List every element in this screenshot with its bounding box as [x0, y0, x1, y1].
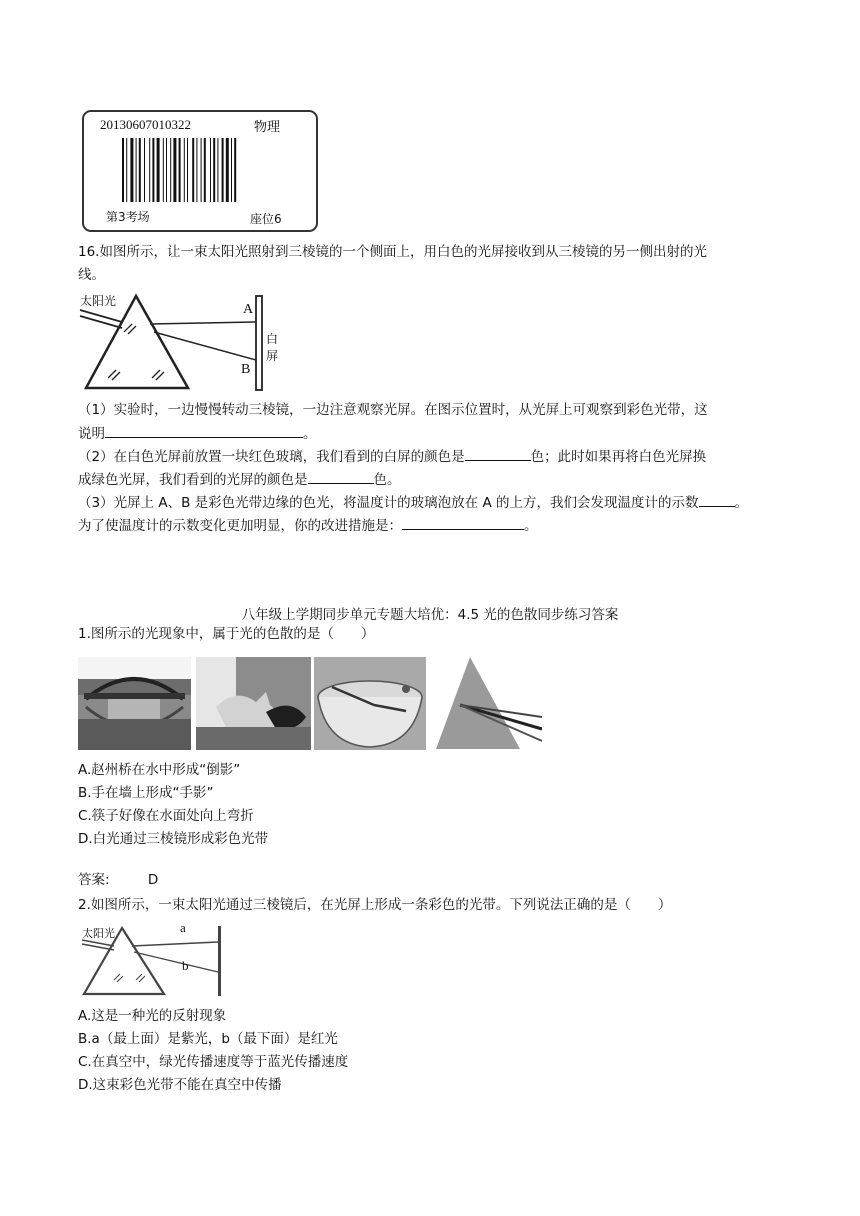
- q16-part3-suffix2: 。: [524, 518, 538, 534]
- q1-option-b: B.手在墙上形成“手影”: [78, 785, 214, 801]
- q16-point-a: A: [243, 302, 254, 317]
- q2-sun-label: 太阳光: [82, 927, 115, 940]
- barcode: [122, 138, 278, 202]
- q1-photo-chopsticks-bowl: [314, 657, 426, 750]
- q16-stem-line2: 线。: [78, 267, 105, 283]
- q16-part3-prefix1: （3）光屏上 A、B 是彩色光带边缘的色光，将温度计的玻璃泡放在 A 的上方，我们会发现温度计的示数: [78, 495, 699, 511]
- q16-part3-line2: [78, 515, 538, 536]
- q16-part1-blank[interactable]: [105, 423, 303, 438]
- exam-barcode-card: [82, 110, 318, 232]
- exam-subject: 物理: [254, 120, 281, 135]
- q1-photo-prism: [430, 657, 542, 750]
- q16-part2-prefix1: （2）在白色光屏前放置一块红色玻璃，我们看到的白屏的颜色是: [78, 449, 465, 465]
- q16-part2-prefix2: 成绿色光屏，我们看到的光屏的颜色是: [78, 472, 308, 488]
- q16-point-b: B: [241, 362, 251, 377]
- q16-part2-line2: [78, 469, 401, 490]
- q2-option-c: C.在真空中，绿光传播速度等于蓝光传播速度: [78, 1054, 349, 1070]
- q2-option-d: D.这束彩色光带不能在真空中传播: [78, 1077, 282, 1093]
- q16-stem-line1: 16.如图所示，让一束太阳光照射到三棱镜的一个侧面上，用白色的光屏接收到从三棱镜的另一侧出射的光: [78, 244, 707, 260]
- q16-screen-label-2: 屏: [266, 349, 279, 363]
- exam-number: 20130607010322: [100, 117, 191, 132]
- q16-part3-blank2[interactable]: [402, 515, 524, 530]
- answer-section-title: 八年级上学期同步单元专题大培优：4.5 光的色散同步练习答案: [241, 607, 619, 623]
- q2-stem: 2.如图所示，一束太阳光通过三棱镜后，在光屏上形成一条彩色的光带。下列说法正确的是（ ）: [78, 897, 672, 913]
- q1-answer: [78, 870, 158, 890]
- q16-part3-line1: [78, 492, 748, 513]
- q16-part3-suffix1: 。: [734, 495, 748, 511]
- q16-part1-line2: [78, 423, 317, 444]
- q2-ray-a-label: a: [180, 920, 186, 935]
- exam-room: 第3考场: [106, 210, 150, 224]
- q16-part3-blank1[interactable]: [699, 492, 735, 507]
- q16-part1-prefix: 说明: [78, 426, 105, 442]
- q16-part1-line1: （1）实验时，一边慢慢转动三棱镜，一边注意观察光屏。在图示位置时，从光屏上可观察到彩色光带，这: [78, 402, 708, 418]
- q16-sun-label: 太阳光: [80, 294, 117, 308]
- q1-answer-label: 答案:: [78, 872, 110, 888]
- q16-screen-label-1: 白: [266, 332, 279, 346]
- seat-number: 座位6: [250, 212, 282, 226]
- q1-photo-bridge: [78, 657, 191, 750]
- q16-part3-prefix2: 为了使温度计的示数变化更加明显，你的改进措施是：: [78, 518, 402, 534]
- q1-stem: 1.图所示的光现象中，属于光的色散的是（ ）: [78, 626, 375, 642]
- q1-answer-value: D: [147, 872, 159, 888]
- q2-option-b: B.a（最上面）是紫光，b（最下面）是红光: [78, 1031, 338, 1047]
- q2-option-a: A.这是一种光的反射现象: [78, 1008, 227, 1024]
- q16-part2-blank2[interactable]: [308, 469, 374, 484]
- q16-part2-blank1[interactable]: [465, 446, 531, 461]
- q1-option-a: A.赵州桥在水中形成“倒影”: [78, 762, 241, 778]
- q2-ray-b-label: b: [182, 958, 189, 973]
- q1-photo-hand-shadow: [196, 657, 311, 750]
- q1-option-d: D.白光通过三棱镜形成彩色光带: [78, 831, 269, 847]
- q16-part2-suffix2: 色。: [373, 472, 401, 488]
- q1-option-c: C.筷子好像在水面处向上弯折: [78, 808, 254, 824]
- q16-part2-suffix1: 色；此时如果再将白色光屏换: [530, 449, 707, 465]
- q16-part2-line1: [78, 446, 706, 467]
- q16-part1-suffix: 。: [303, 426, 317, 442]
